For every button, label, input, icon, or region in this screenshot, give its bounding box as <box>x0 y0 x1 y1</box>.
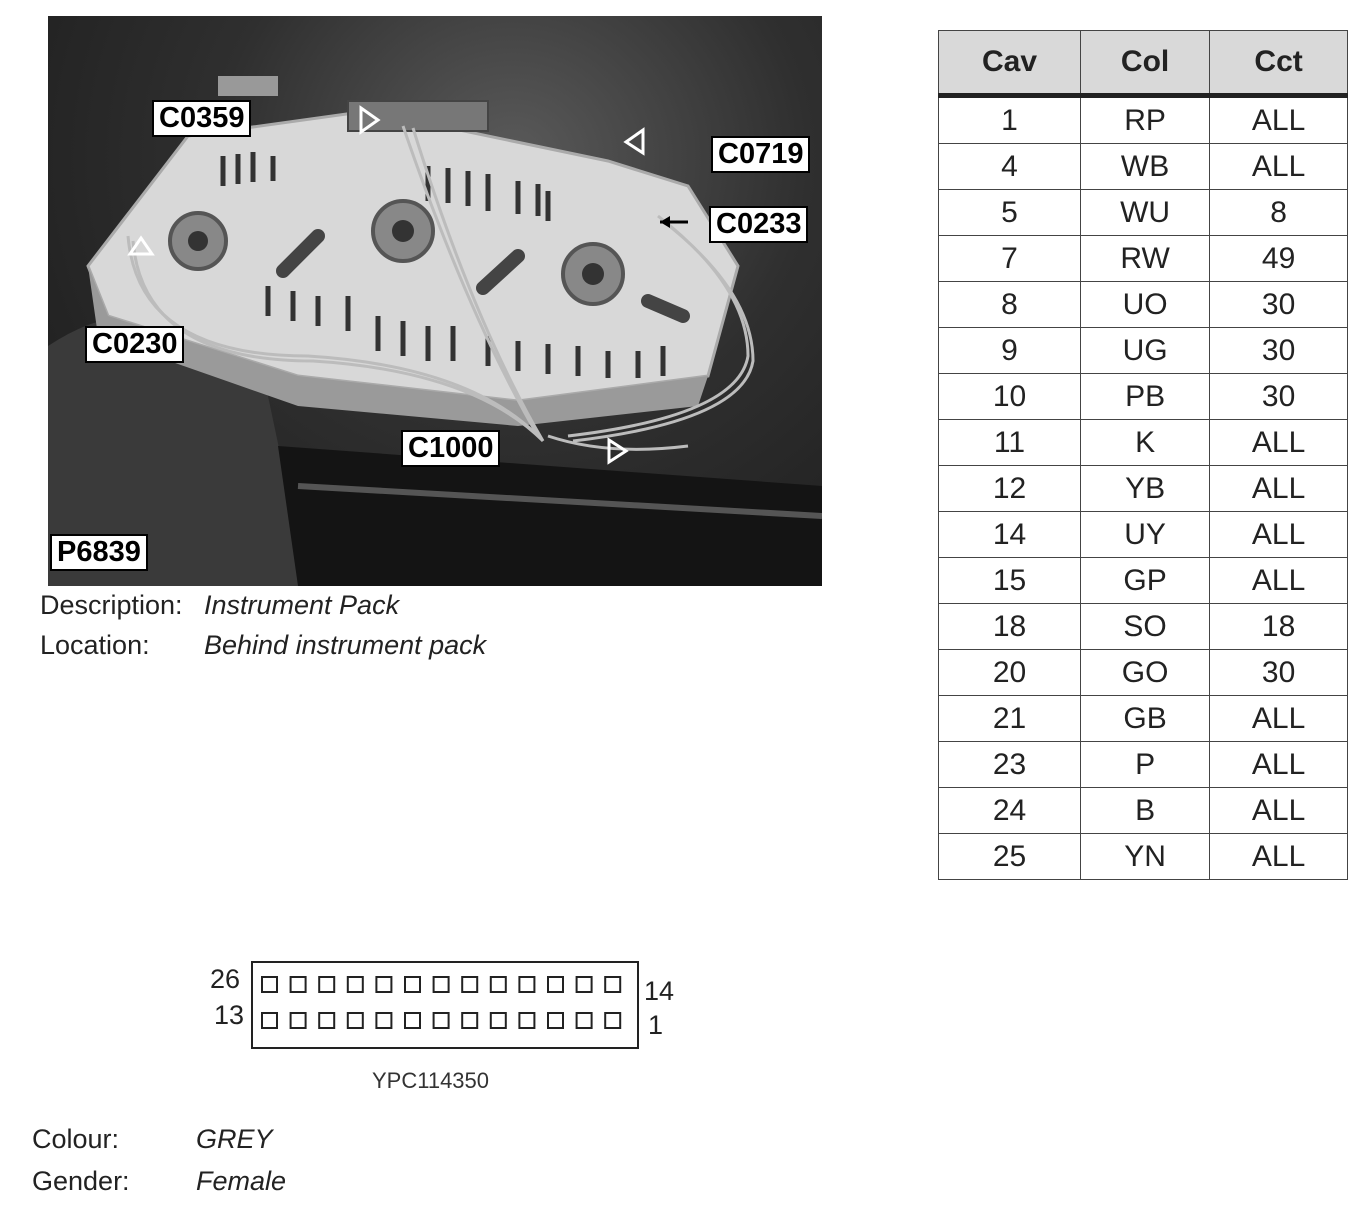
connector-pin-cavity <box>405 1013 420 1028</box>
cell-col: SO <box>1081 604 1210 650</box>
connector-pin-cavity <box>605 1013 620 1028</box>
cell-col: UO <box>1081 282 1210 328</box>
callout-c0359: C0359 <box>152 100 251 137</box>
cell-cct: 8 <box>1210 190 1348 236</box>
cell-cav: 9 <box>939 328 1081 374</box>
connector-pin-cavity <box>548 1013 563 1028</box>
callout-c0230: C0230 <box>85 326 184 363</box>
cell-cct: 30 <box>1210 374 1348 420</box>
connector-pin-cavity <box>376 1013 391 1028</box>
cell-cct: ALL <box>1210 834 1348 880</box>
pin-label-13: 13 <box>214 1000 245 1030</box>
connector-pin-cavity <box>462 977 477 992</box>
table-row <box>939 466 1348 512</box>
cell-cav: 1 <box>939 96 1081 144</box>
cell-cav: 8 <box>939 282 1081 328</box>
connector-pin-cavity <box>348 977 363 992</box>
table-row <box>939 834 1348 880</box>
cell-cct: ALL <box>1210 512 1348 558</box>
cell-col: RP <box>1081 96 1210 144</box>
location-row <box>40 630 640 664</box>
cell-cct: 30 <box>1210 282 1348 328</box>
connector-pin-cavity <box>262 1013 277 1028</box>
location-value: Behind instrument pack <box>204 630 487 660</box>
table-row <box>939 604 1348 650</box>
cell-cav: 18 <box>939 604 1081 650</box>
cell-cct: ALL <box>1210 144 1348 190</box>
callout-c0233: C0233 <box>709 206 808 243</box>
header-col: Col <box>1081 31 1210 96</box>
cell-cav: 14 <box>939 512 1081 558</box>
cell-cct: 18 <box>1210 604 1348 650</box>
table-row <box>939 420 1348 466</box>
cell-col: GB <box>1081 696 1210 742</box>
connector-pin-cavity <box>434 977 449 992</box>
table-row <box>939 236 1348 282</box>
cell-col: YB <box>1081 466 1210 512</box>
cell-cct: ALL <box>1210 466 1348 512</box>
connector-pin-cavity <box>376 977 391 992</box>
cell-cav: 7 <box>939 236 1081 282</box>
connector-pin-cavity <box>519 1013 534 1028</box>
connector-pin-cavity <box>577 1013 592 1028</box>
connector-pin-cavity <box>319 1013 334 1028</box>
cell-col: B <box>1081 788 1210 834</box>
pin-label-1: 1 <box>648 1010 664 1040</box>
colour-label: Colour: <box>32 1124 120 1154</box>
pin-label-26: 26 <box>210 964 241 994</box>
cell-cct: ALL <box>1210 742 1348 788</box>
cell-cav: 15 <box>939 558 1081 604</box>
gender-value: Female <box>196 1166 287 1196</box>
table-row <box>939 558 1348 604</box>
cell-cav: 23 <box>939 742 1081 788</box>
table-row <box>939 742 1348 788</box>
cell-cav: 11 <box>939 420 1081 466</box>
description-row <box>40 590 640 624</box>
table-row <box>939 788 1348 834</box>
cell-cct: ALL <box>1210 96 1348 144</box>
cell-cav: 4 <box>939 144 1081 190</box>
connector-pin-cavity <box>548 977 563 992</box>
connector-part-number: YPC114350 <box>372 1068 490 1093</box>
pin-label-14: 14 <box>644 976 675 1006</box>
cell-cav: 20 <box>939 650 1081 696</box>
connector-pin-cavity <box>291 977 306 992</box>
cell-col: UG <box>1081 328 1210 374</box>
connector-pin-cavity <box>491 977 506 992</box>
connector-pin-cavity <box>291 1013 306 1028</box>
cell-cct: 30 <box>1210 328 1348 374</box>
cell-col: RW <box>1081 236 1210 282</box>
cell-col: PB <box>1081 374 1210 420</box>
connector-pin-cavity <box>348 1013 363 1028</box>
location-label: Location: <box>40 630 150 660</box>
table-row <box>939 328 1348 374</box>
cell-cct: 30 <box>1210 650 1348 696</box>
table-row <box>939 512 1348 558</box>
cell-cav: 24 <box>939 788 1081 834</box>
cell-col: GO <box>1081 650 1210 696</box>
callout-c1000: C1000 <box>401 430 500 467</box>
gender-label: Gender: <box>32 1166 130 1196</box>
connector-pin-cavity <box>605 977 620 992</box>
table-row <box>939 650 1348 696</box>
cell-cav: 5 <box>939 190 1081 236</box>
table-row <box>939 190 1348 236</box>
connector-pin-cavity <box>434 1013 449 1028</box>
cell-col: UY <box>1081 512 1210 558</box>
instrument-pack-photo <box>48 16 822 586</box>
photo-ref-p6839: P6839 <box>50 534 148 571</box>
cell-col: GP <box>1081 558 1210 604</box>
cell-cct: ALL <box>1210 558 1348 604</box>
connector-diagram <box>204 948 684 1058</box>
pin-table <box>938 30 1348 880</box>
cell-cct: 49 <box>1210 236 1348 282</box>
connector-pin-cavity <box>577 977 592 992</box>
connector-pin-cavity <box>405 977 420 992</box>
header-cav: Cav <box>939 31 1081 96</box>
table-row <box>939 282 1348 328</box>
connector-pin-cavity <box>519 977 534 992</box>
pin-table-body <box>939 96 1348 880</box>
cell-cav: 25 <box>939 834 1081 880</box>
callout-c0719: C0719 <box>711 136 810 173</box>
table-row <box>939 144 1348 190</box>
cell-col: K <box>1081 420 1210 466</box>
table-row <box>939 696 1348 742</box>
connector-pin-cavity <box>491 1013 506 1028</box>
gender-row <box>32 1166 432 1202</box>
cell-cct: ALL <box>1210 420 1348 466</box>
colour-value: GREY <box>196 1124 273 1154</box>
table-row <box>939 374 1348 420</box>
connector-pin-cavity <box>462 1013 477 1028</box>
cell-col: WU <box>1081 190 1210 236</box>
table-row <box>939 96 1348 144</box>
header-cct: Cct <box>1210 31 1348 96</box>
connector-body <box>204 948 684 1058</box>
cell-col: YN <box>1081 834 1210 880</box>
table-header-row <box>939 31 1348 96</box>
cell-col: WB <box>1081 144 1210 190</box>
cell-cct: ALL <box>1210 788 1348 834</box>
description-label: Description: <box>40 590 183 620</box>
cell-cav: 10 <box>939 374 1081 420</box>
connector-pin-cavity <box>319 977 334 992</box>
colour-row <box>32 1124 432 1160</box>
cell-cav: 21 <box>939 696 1081 742</box>
connector-pin-cavity <box>262 977 277 992</box>
cell-cav: 12 <box>939 466 1081 512</box>
description-value: Instrument Pack <box>204 590 400 620</box>
cell-col: P <box>1081 742 1210 788</box>
cell-cct: ALL <box>1210 696 1348 742</box>
